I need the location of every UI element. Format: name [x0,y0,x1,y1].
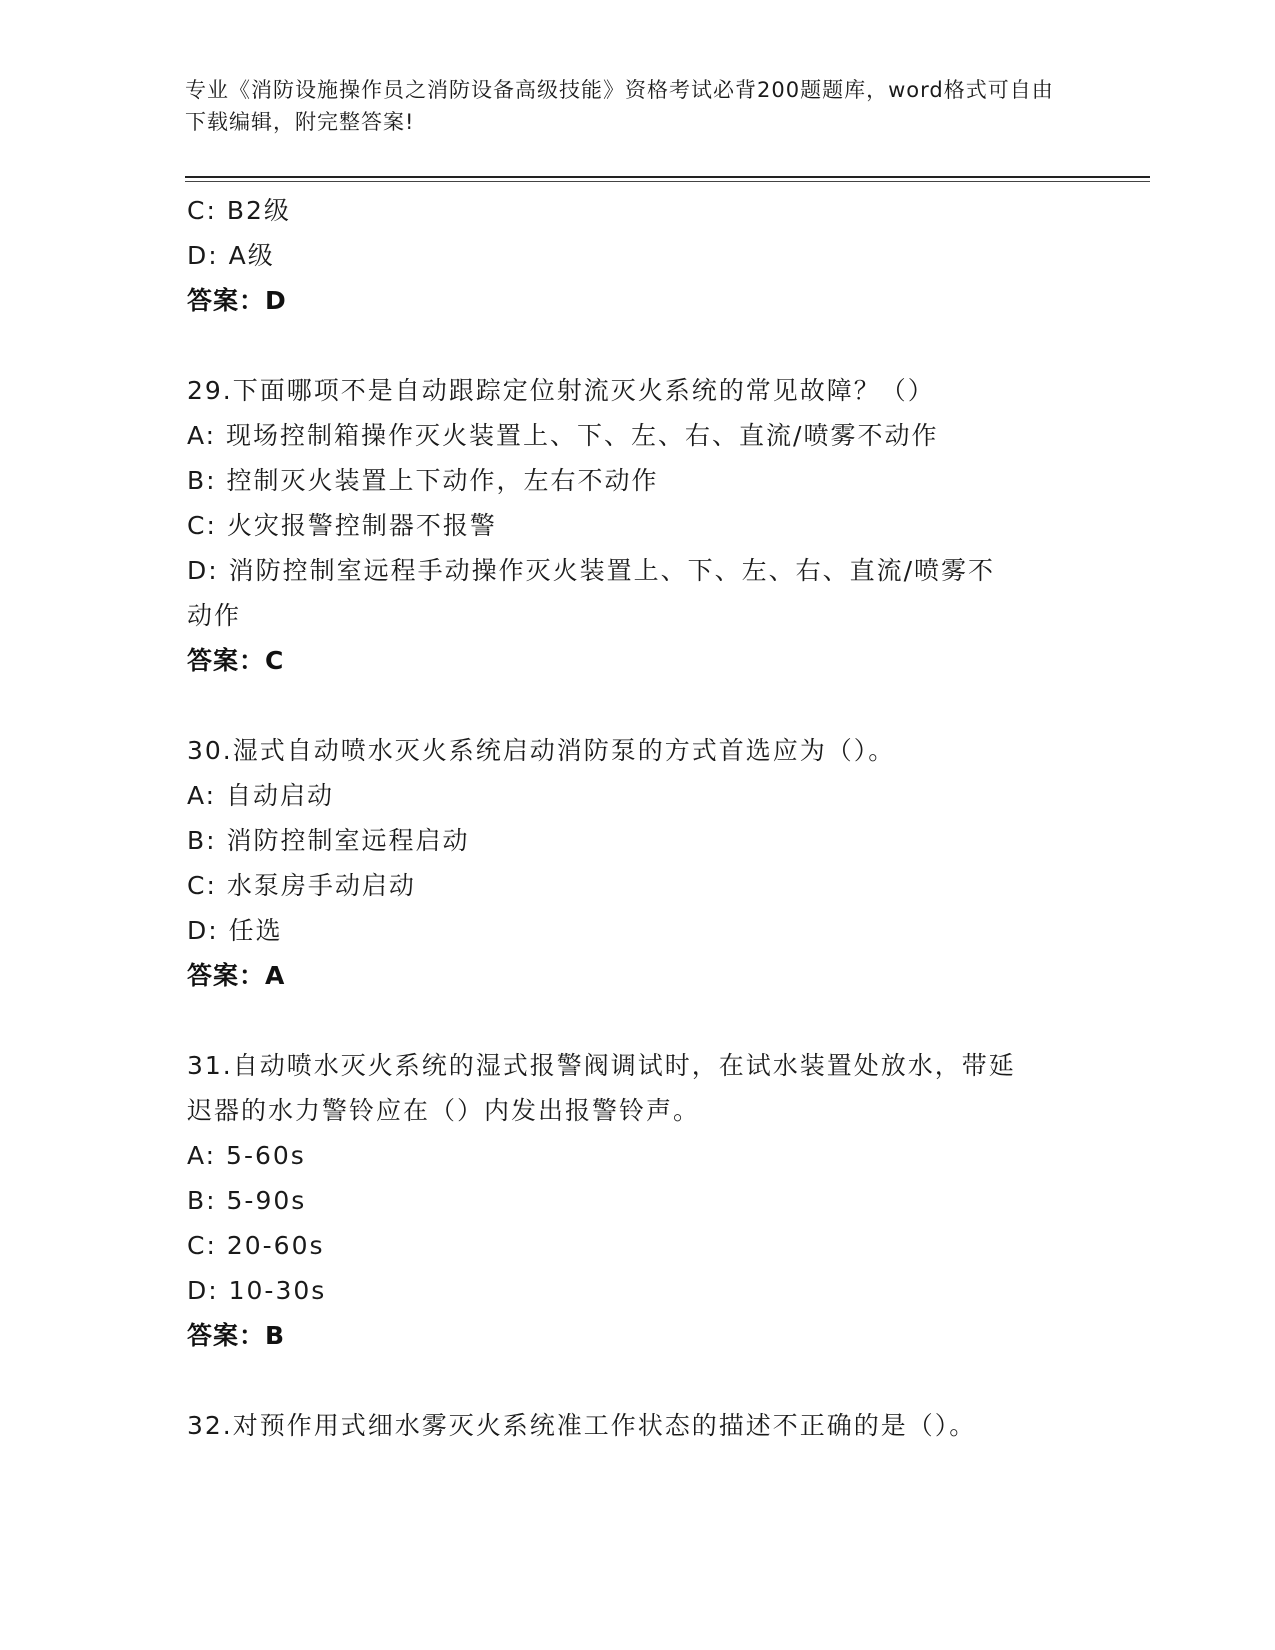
prev-option-d: D: A级 [187,241,275,270]
q30-option-c: C: 水泵房手动启动 [187,871,416,900]
q29-option-d-continued: 动作 [187,601,242,630]
q29-option-b: B: 控制灭火装置上下动作，左右不动作 [187,466,659,495]
q31-option-a: A: 5-60s [187,1141,306,1170]
q30-option-b: B: 消防控制室远程启动 [187,826,470,855]
q30-question: 30.湿式自动喷水灭火系统启动消防泵的方式首选应为（）。 [187,736,896,765]
header-divider-thin [185,181,1150,182]
spacer [187,1358,1087,1403]
q30-answer: 答案：A [187,961,286,990]
q31-option-d: D: 10-30s [187,1276,327,1305]
document-body [187,188,1087,1448]
q29-option-a: A: 现场控制箱操作灭火装置上、下、左、右、直流/喷雾不动作 [187,421,939,450]
header-divider-thick [185,176,1150,178]
q29-option-c: C: 火灾报警控制器不报警 [187,511,497,540]
q31-option-b: B: 5-90s [187,1186,307,1215]
q29-option-d: D: 消防控制室远程手动操作灭火装置上、下、左、右、直流/喷雾不 [187,556,996,585]
prev-answer: 答案：D [187,286,287,315]
spacer [187,998,1087,1043]
q29-question: 29.下面哪项不是自动跟踪定位射流灭火系统的常见故障？（） [187,376,935,405]
q30-option-a: A: 自动启动 [187,781,335,810]
q31-option-c: C: 20-60s [187,1231,325,1260]
prev-option-c: C: B2级 [187,196,291,225]
q32-question: 32.对预作用式细水雾灭火系统准工作状态的描述不正确的是（）。 [187,1411,977,1440]
q31-answer: 答案：B [187,1321,286,1350]
spacer [187,323,1087,368]
spacer [187,683,1087,728]
q30-option-d: D: 任选 [187,916,283,945]
document-header: 专业《消防设施操作员之消防设备高级技能》资格考试必背200题题库，word格式可自由下载编辑，附完整答案! [185,78,1054,134]
q29-answer: 答案：C [187,646,285,675]
q31-question-continued: 迟器的水力警铃应在（）内发出报警铃声。 [187,1096,701,1125]
q31-question: 31.自动喷水灭火系统的湿式报警阀调试时，在试水装置处放水，带延 [187,1051,1016,1080]
